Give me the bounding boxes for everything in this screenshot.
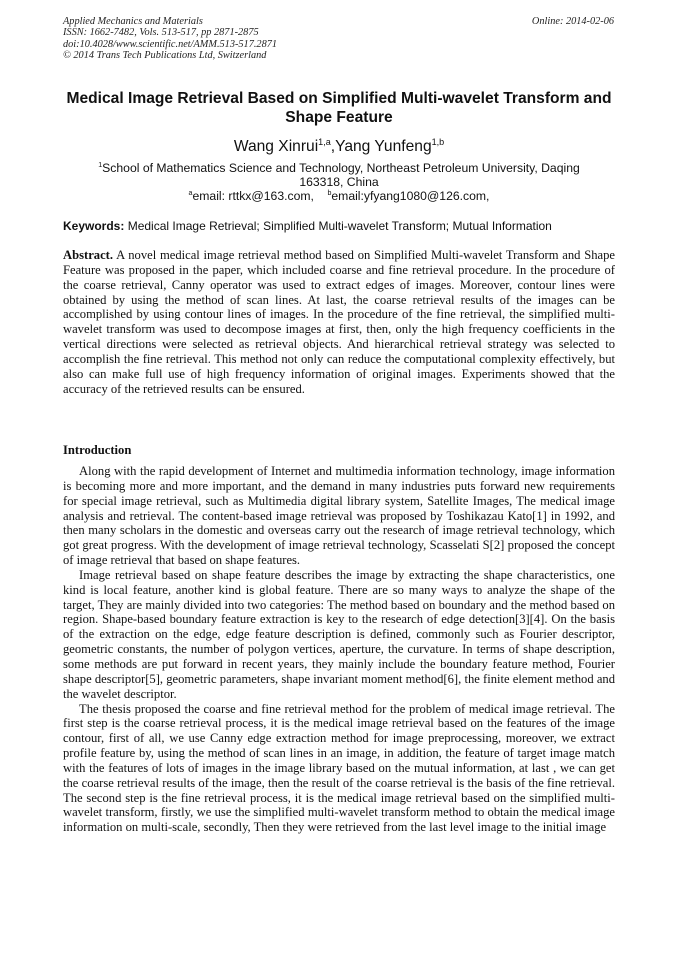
keywords-label: Keywords: bbox=[63, 219, 125, 233]
paper-title: Medical Image Retrieval Based on Simplified Multi-wavelet Transform and Shape Feature bbox=[66, 90, 612, 126]
journal-info bbox=[63, 16, 277, 62]
author-separator: , bbox=[330, 138, 336, 155]
author-list bbox=[60, 138, 618, 156]
journal-doi: doi:10.4028/www.scientific.net/AMM.513-517.2871 bbox=[63, 38, 278, 50]
abstract-text: A novel medical image retrieval method based on Simplified Multi-wavelet Transform and Shape Feature was proposed in the paper, which included coarse and fine retrieval procedure. In the procedure of the coarse retrieval, Canny operator was used to extract edges of images. Moreover, contour lines were obtained by using the method of scan lines. At last, the coarse retrieval results of the images can be accomplished by using contour lines of images. In the procedure of the fine retrieval, the simplified multi-wavelet transform was used to decompose images at first, then, only the high frequency coefficients in the vertical directions were selected as retrieval objects. And hierarchical retrieval strategy was selected to accomplish the fine retrieval. This method not only can reduce the computational complexity effectively, but also can make full use of high frequency information of original images. Experiments showed that the accuracy of the retrieved results can be ensured. bbox=[63, 248, 615, 396]
author-affiliation-mark: 1,b bbox=[431, 136, 445, 147]
keywords bbox=[63, 219, 619, 233]
affiliation bbox=[80, 162, 598, 189]
affiliation-mark: 1 bbox=[98, 161, 103, 169]
paragraph: Along with the rapid development of Internet and multimedia information technology, image information is becoming more and more important, and the demand in many industries puts forward new requirements for special image retrieval, such as Multimedia digital library system, Satellite Images, The medical image analysis and retrieval. The content-based image retrieval was proposed by Toshikazau Kato[1] in 1992, and then many scholars in the domestic and overseas carry out the research of image retrieval technology, which got great progress. With the development of image retrieval technology, Scasselati S[2] proposed the concept of image retrieval that based on shape features. bbox=[63, 464, 615, 568]
journal-copyright: © 2014 Trans Tech Publications Ltd, Switzerland bbox=[63, 50, 267, 62]
abstract bbox=[63, 248, 615, 396]
keywords-text: Medical Image Retrieval; Simplified Multi-wavelet Transform; Mutual Information bbox=[127, 219, 552, 233]
author-emails bbox=[60, 190, 618, 204]
online-date: Online: 2014-02-06 bbox=[531, 16, 614, 27]
email-address: email:yfyang1080@126.com, bbox=[331, 189, 490, 203]
paragraph: Image retrieval based on shape feature describes the image by extracting the shape characteristics, one kind is local feature, another kind is global feature. There are so many ways to analyze the shape of the target, They are mainly divided into two categories: The method based on boundary and the method based on region. Shape-based boundary feature extraction is key to the research of edge detection[3][4]. On the basis of the extraction on the edge, edge feature description is defined, commonly such as Fourier descriptor, geometric constants, the number of polygon vertices, aperture, the curvature. In terms of shape description, some methods are put forward in recent years, they mainly include the boundary feature method, Fourier shape descriptor[5], geometric parameters, shape invariant moment method[6], the finite element method and the wavelet descriptor. bbox=[63, 567, 615, 701]
email-address: email: rttkx@163.com, bbox=[192, 189, 314, 203]
author-name: Yang Yunfeng bbox=[335, 138, 432, 155]
affiliation-text: School of Mathematics Science and Technology, Northeast Petroleum University, Daqing 163318, China bbox=[102, 161, 580, 189]
email-mark: b bbox=[327, 189, 332, 197]
journal-issn: ISSN: 1662-7482, Vols. 513-517, pp 2871-2875 bbox=[63, 27, 259, 39]
author-affiliation-mark: 1,a bbox=[318, 136, 331, 147]
introduction-body bbox=[63, 464, 615, 835]
author-name: Wang Xinrui bbox=[233, 138, 319, 155]
introduction-heading: Introduction bbox=[63, 443, 132, 457]
paragraph: The thesis proposed the coarse and fine retrieval method for the problem of medical image retrieval. The first step is the coarse retrieval process, it is the medical image retrieval based on the features of the image contour, first of all, we use Canny edge extraction method for image preprocessing, moreover, we extract profile feature by, using the method of scan lines in an image, in addition, the feature of target image match with the features of lots of images in the image library based on the mutual information, at last , we can get the coarse retrieval results of the image, then the result of the coarse retrieval is the basis of the fine retrieval. The second step is the fine retrieval process, it is the medical image retrieval based on the simplified multi-wavelet transform, firstly, we use the simplified multi-wavelet transform method to obtain the medical image information on multi-scale, secondly, Then they were retrieved from the last level image to the initial image bbox=[63, 701, 615, 835]
email-mark: a bbox=[188, 189, 193, 197]
abstract-label: Abstract. bbox=[63, 248, 114, 262]
journal-name: Applied Mechanics and Materials bbox=[63, 16, 203, 27]
